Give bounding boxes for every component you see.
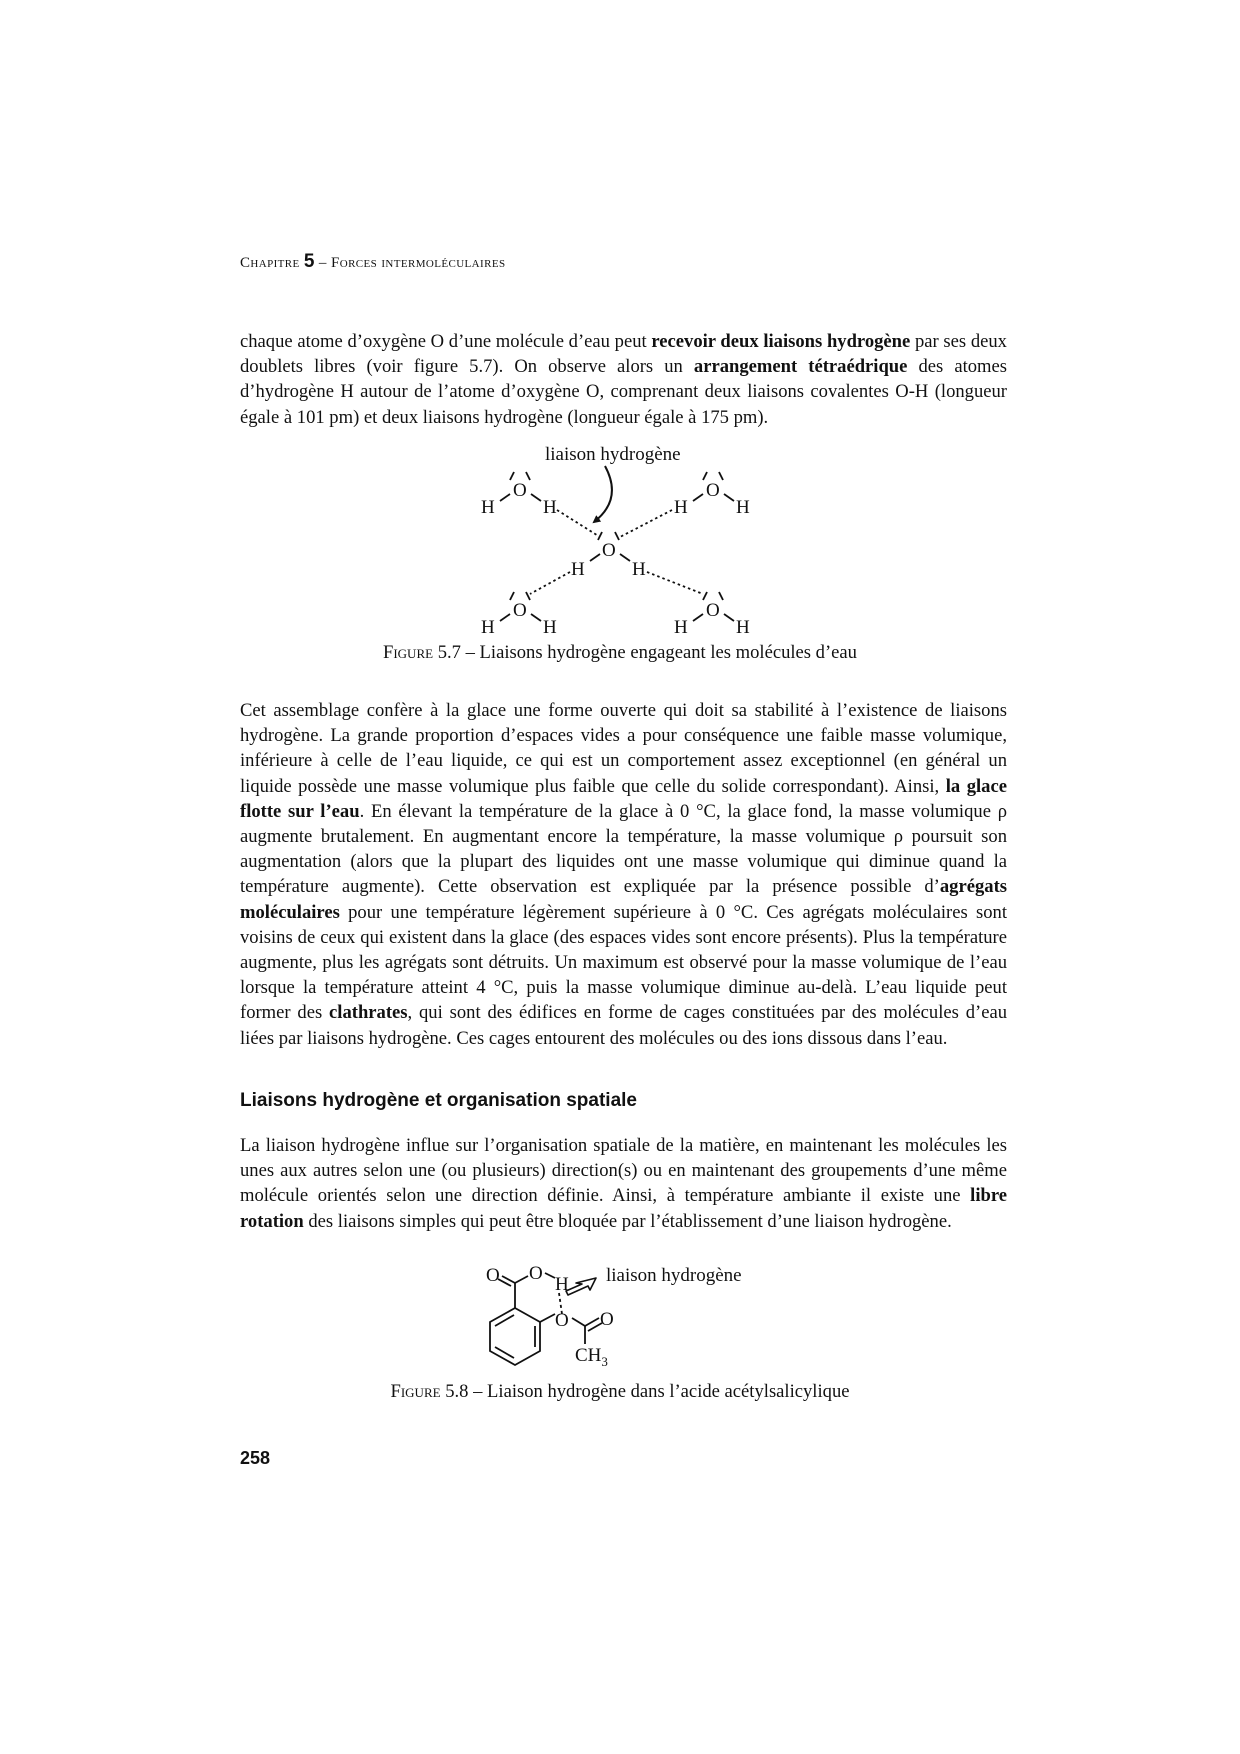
ester-carbonyl-oxygen: O <box>600 1309 614 1330</box>
hollow-arrow-icon <box>566 1278 596 1295</box>
emphasized-text: agrégats moléculaires <box>240 876 1007 923</box>
chapter-title: Forces intermoléculaires <box>330 255 506 271</box>
carboxyl-group <box>486 1263 569 1308</box>
methyl-subscript: 3 <box>601 1354 608 1369</box>
ester-oxygen: O <box>555 1310 569 1331</box>
page-number: 258 <box>240 1448 271 1468</box>
caption-label: Figure 5.8 <box>390 1381 469 1402</box>
oxygen-atom: O <box>602 540 616 561</box>
emphasized-text: recevoir deux liaisons hydrogène <box>651 331 911 352</box>
caption-text: – Liaison hydrogène dans l’acide acétylsalicylique <box>468 1381 850 1402</box>
header-dash: – <box>314 255 331 271</box>
hydrogen-atom: H <box>543 617 557 638</box>
carbonyl-oxygen: O <box>486 1265 500 1286</box>
text-run: pour une température légèrement supérieure à 0 °C. Ces agrégats moléculaires sont voisins de ceux qui existent dans la glace (des espaces vides sont encore présents). Plus la température augmente, plus les agrégats sont détruits. Un maximum est observé pour la masse volumique de l’eau lorsque la température atteint 4 °C, puis la masse volumique diminue au-delà. L’eau liquide peut former des <box>240 901 1007 1024</box>
chapter-word: Chapitre <box>240 255 300 271</box>
hydrogen-atom: H <box>571 559 585 580</box>
hydrogen-atom: H <box>674 497 688 518</box>
hydrogen-atom: H <box>736 497 750 518</box>
benzene-ring <box>490 1308 540 1365</box>
text-run: La liaison hydrogène influe sur l’organisation spatiale de la matière, en maintenant les molécules les unes aux autres selon une (ou plusieurs) direction(s) ou en maintenant des groupements d’une même molécule orientés selon une direction définie. Ainsi, à température ambiante il existe une <box>240 1135 1007 1207</box>
methyl-group <box>575 1345 608 1369</box>
caption-text: – Liaisons hydrogène engageant les molécules d’eau <box>460 642 857 663</box>
emphasized-text: arrangement tétraédrique <box>693 356 908 378</box>
text-run: des atomes d’hydrogène H autour de l’atome d’oxygène O, comprenant deux liaisons covalentes O-H (longueur égale à 101 pm) et deux liaisons hydrogène (longueur égale à 175 pm). <box>240 356 1008 428</box>
text-run: . En élevant la température de la glace à 0 °C, la glace fond, la masse volumique ρ augmente brutalement. En augmentant encore la température, la masse volumique ρ poursuit son augmentation (alors que la plupart des liquides ont une masse volumique qui diminue quand la température augmente). Cette observation est expliquée par la présence possible d’ <box>240 800 1007 898</box>
hydroxyl-oxygen: O <box>529 1263 543 1284</box>
text-run: par ses deux doublets libres (voir figure 5.7). On observe alors un <box>240 331 1007 378</box>
hydrogen-atom: H <box>632 559 646 580</box>
methyl-ch: CH <box>575 1345 602 1366</box>
hydrogen-atom: H <box>481 617 495 638</box>
hydrogen-atom: H <box>674 617 688 638</box>
oxygen-atom: O <box>706 480 720 501</box>
text-run: des liaisons simples qui peut être bloquée par l’établissement d’une liaison hydrogène. <box>303 1210 952 1232</box>
emphasized-text: la glace flotte sur l’eau <box>240 775 1007 822</box>
emphasized-text: libre rotation <box>240 1185 1007 1232</box>
text-run: chaque atome d’oxygène O d’une molécule d’eau peut <box>240 331 652 352</box>
hydrogen-atom: H <box>736 617 750 638</box>
caption-label: Figure 5.7 <box>383 642 461 663</box>
oxygen-atom: O <box>706 600 720 621</box>
oxygen-atom: O <box>513 480 527 501</box>
hydrogen-atom: H <box>481 497 495 518</box>
oxygen-atom: O <box>513 600 527 621</box>
acetyl-ester-group <box>540 1309 614 1369</box>
fig2-annotation: liaison hydrogène <box>606 1265 742 1286</box>
section-heading: Liaisons hydrogène et organisation spatiale <box>240 1090 637 1111</box>
fig1-annotation: liaison hydrogène <box>545 444 681 465</box>
text-run: Cet assemblage confère à la glace une forme ouverte qui doit sa stabilité à l’existence de liaisons hydrogène. La grande proportion d’espaces vides a pour conséquence une faible masse volumique, inférieure à celle de l’eau liquide, ce qui est un comportement assez exceptionnel (en général un liquide possède une masse volumique plus faible que celle du solide correspondant). Ainsi, <box>240 700 1007 797</box>
emphasized-text: clathrates <box>329 1002 408 1024</box>
hydrogen-atom: H <box>543 497 557 518</box>
text-run: , qui sont des édifices en forme de cages constituées par des molécules d’eau liées par liaisons hydrogène. Ces cages entourent des molécules ou des ions dissous dans l’eau. <box>240 1002 1007 1049</box>
acidic-hydrogen: H <box>555 1274 569 1295</box>
chapter-number: 5 <box>303 251 315 272</box>
figure-5-8-caption <box>0 1381 1240 1403</box>
